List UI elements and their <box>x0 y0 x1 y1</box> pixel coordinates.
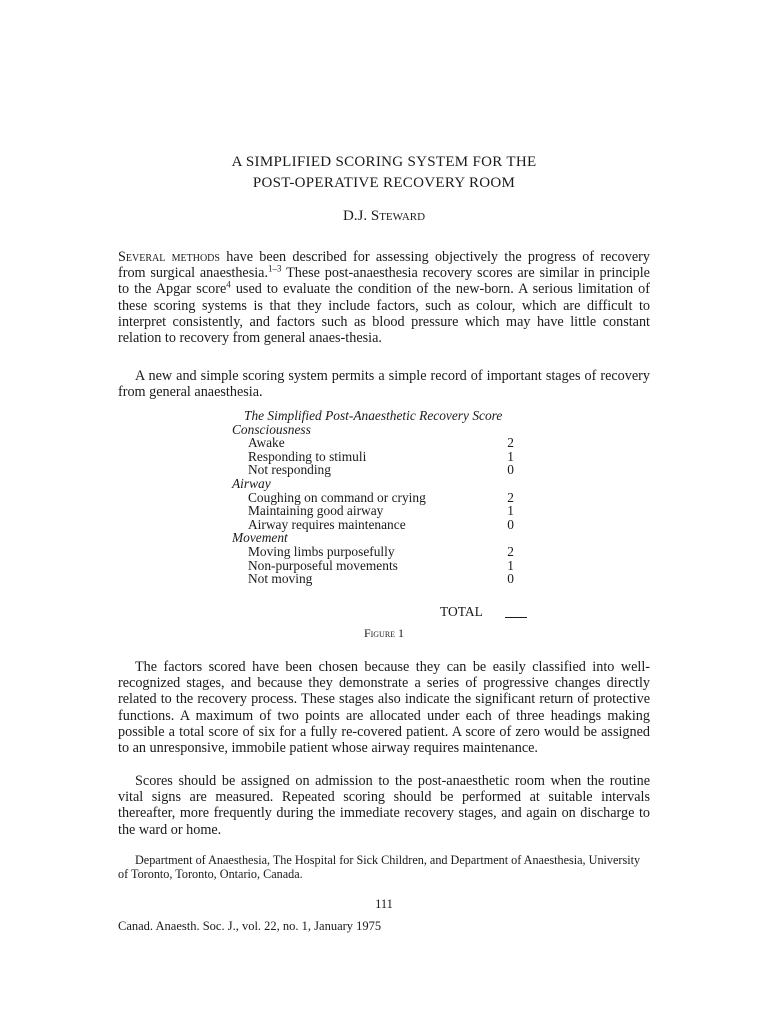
score-label: Not responding <box>248 462 331 478</box>
score-points: 0 <box>507 571 514 587</box>
paragraph-intro-text-b: These post-anaesthesia recovery scores are similar in principle to the Apgar score <box>118 265 650 298</box>
article-title-line-2: POST-OPERATIVE RECOVERY ROOM <box>252 175 516 191</box>
score-row <box>232 504 542 518</box>
score-label: Not moving <box>248 571 313 587</box>
total-blank-line <box>505 617 527 618</box>
score-row <box>232 545 542 559</box>
score-points: 0 <box>507 462 514 478</box>
page-number: 111 <box>375 897 393 911</box>
figure-label: Figure 1 <box>363 626 405 640</box>
recovery-score-table <box>232 409 542 586</box>
score-row <box>232 450 542 464</box>
score-label: Airway requires maintenance <box>248 516 406 532</box>
total-row <box>440 604 527 620</box>
total-label: TOTAL <box>440 604 483 619</box>
score-row <box>232 518 542 532</box>
score-points: 1 <box>507 503 514 519</box>
author-name: D.J. Steward <box>342 208 426 224</box>
score-label: Awake <box>248 435 285 451</box>
category-heading: Airway <box>232 475 271 491</box>
score-points: 2 <box>507 543 514 559</box>
paragraph-new-system: A new and simple scoring system permits a simple record of important stages of recovery from general anaesthesia. <box>118 368 650 401</box>
score-points: 1 <box>507 557 514 573</box>
score-row <box>232 491 542 505</box>
score-label: Maintaining good airway <box>248 503 384 519</box>
category-heading: Consciousness <box>232 421 311 437</box>
reference-superscript: 1–3 <box>268 263 282 274</box>
paragraph-intro-lead: Several methods <box>118 249 220 265</box>
score-label: Moving limbs purposefully <box>248 543 395 559</box>
article-title-line-1: A SIMPLIFIED SCORING SYSTEM FOR THE <box>231 154 537 170</box>
score-row <box>232 463 542 477</box>
paragraph-intro-text-c: used to evaluate the condition of the new-born. A serious limitation of these scoring systems is that they include factors, such as colour, which are difficult to interpret consistently, and factors such as blood pressure which may have little constant relation to recovery from general anaes-thesia. <box>118 281 650 347</box>
score-points: 2 <box>507 435 514 451</box>
score-row <box>232 572 542 586</box>
paragraph-intro <box>118 249 650 346</box>
score-label: Non-purposeful movements <box>248 557 398 573</box>
score-points: 1 <box>507 448 514 464</box>
score-label: Responding to stimuli <box>248 448 367 464</box>
affiliation-footnote: Department of Anaesthesia, The Hospital for Sick Children, and Department of Anaesthesia, University of Toronto, Toronto, Ontario, Canada. <box>118 853 641 881</box>
score-row <box>232 436 542 450</box>
score-points: 2 <box>507 489 514 505</box>
score-row <box>232 559 542 573</box>
article-title <box>0 152 768 194</box>
paragraph-factors: The factors scored have been chosen because they can be easily classified into well-recognized stages, and because they demonstrate a series of progressive changes directly related to the recovery process. These stages also indicate the significant return of protective functions. A maximum of two points are allocated under each of three headings making possible a total score of six for a fully re-covered patient. A score of zero would be assigned to an unresponsive, immobile patient whose airway requires maintenance. <box>118 659 650 757</box>
score-points: 0 <box>507 516 514 532</box>
category-heading: Movement <box>232 530 288 546</box>
table-caption: The Simplified Post-Anaesthetic Recovery Score <box>244 408 503 423</box>
paragraph-intro-text-a: have been described for assessing objectively the progress of recovery from surgical anaesthesia. <box>118 249 650 282</box>
paragraph-scoring-timing: Scores should be assigned on admission to the post-anaesthetic room when the routine vital signs are measured. Repeated scoring should be performed at suitable intervals thereafter, more frequently during the immediate recovery stages, and again on discharge to the ward or home. <box>118 773 650 838</box>
journal-citation: Canad. Anaesth. Soc. J., vol. 22, no. 1, January 1975 <box>118 919 382 933</box>
reference-superscript: 4 <box>226 279 231 290</box>
score-label: Coughing on command or crying <box>248 489 426 505</box>
